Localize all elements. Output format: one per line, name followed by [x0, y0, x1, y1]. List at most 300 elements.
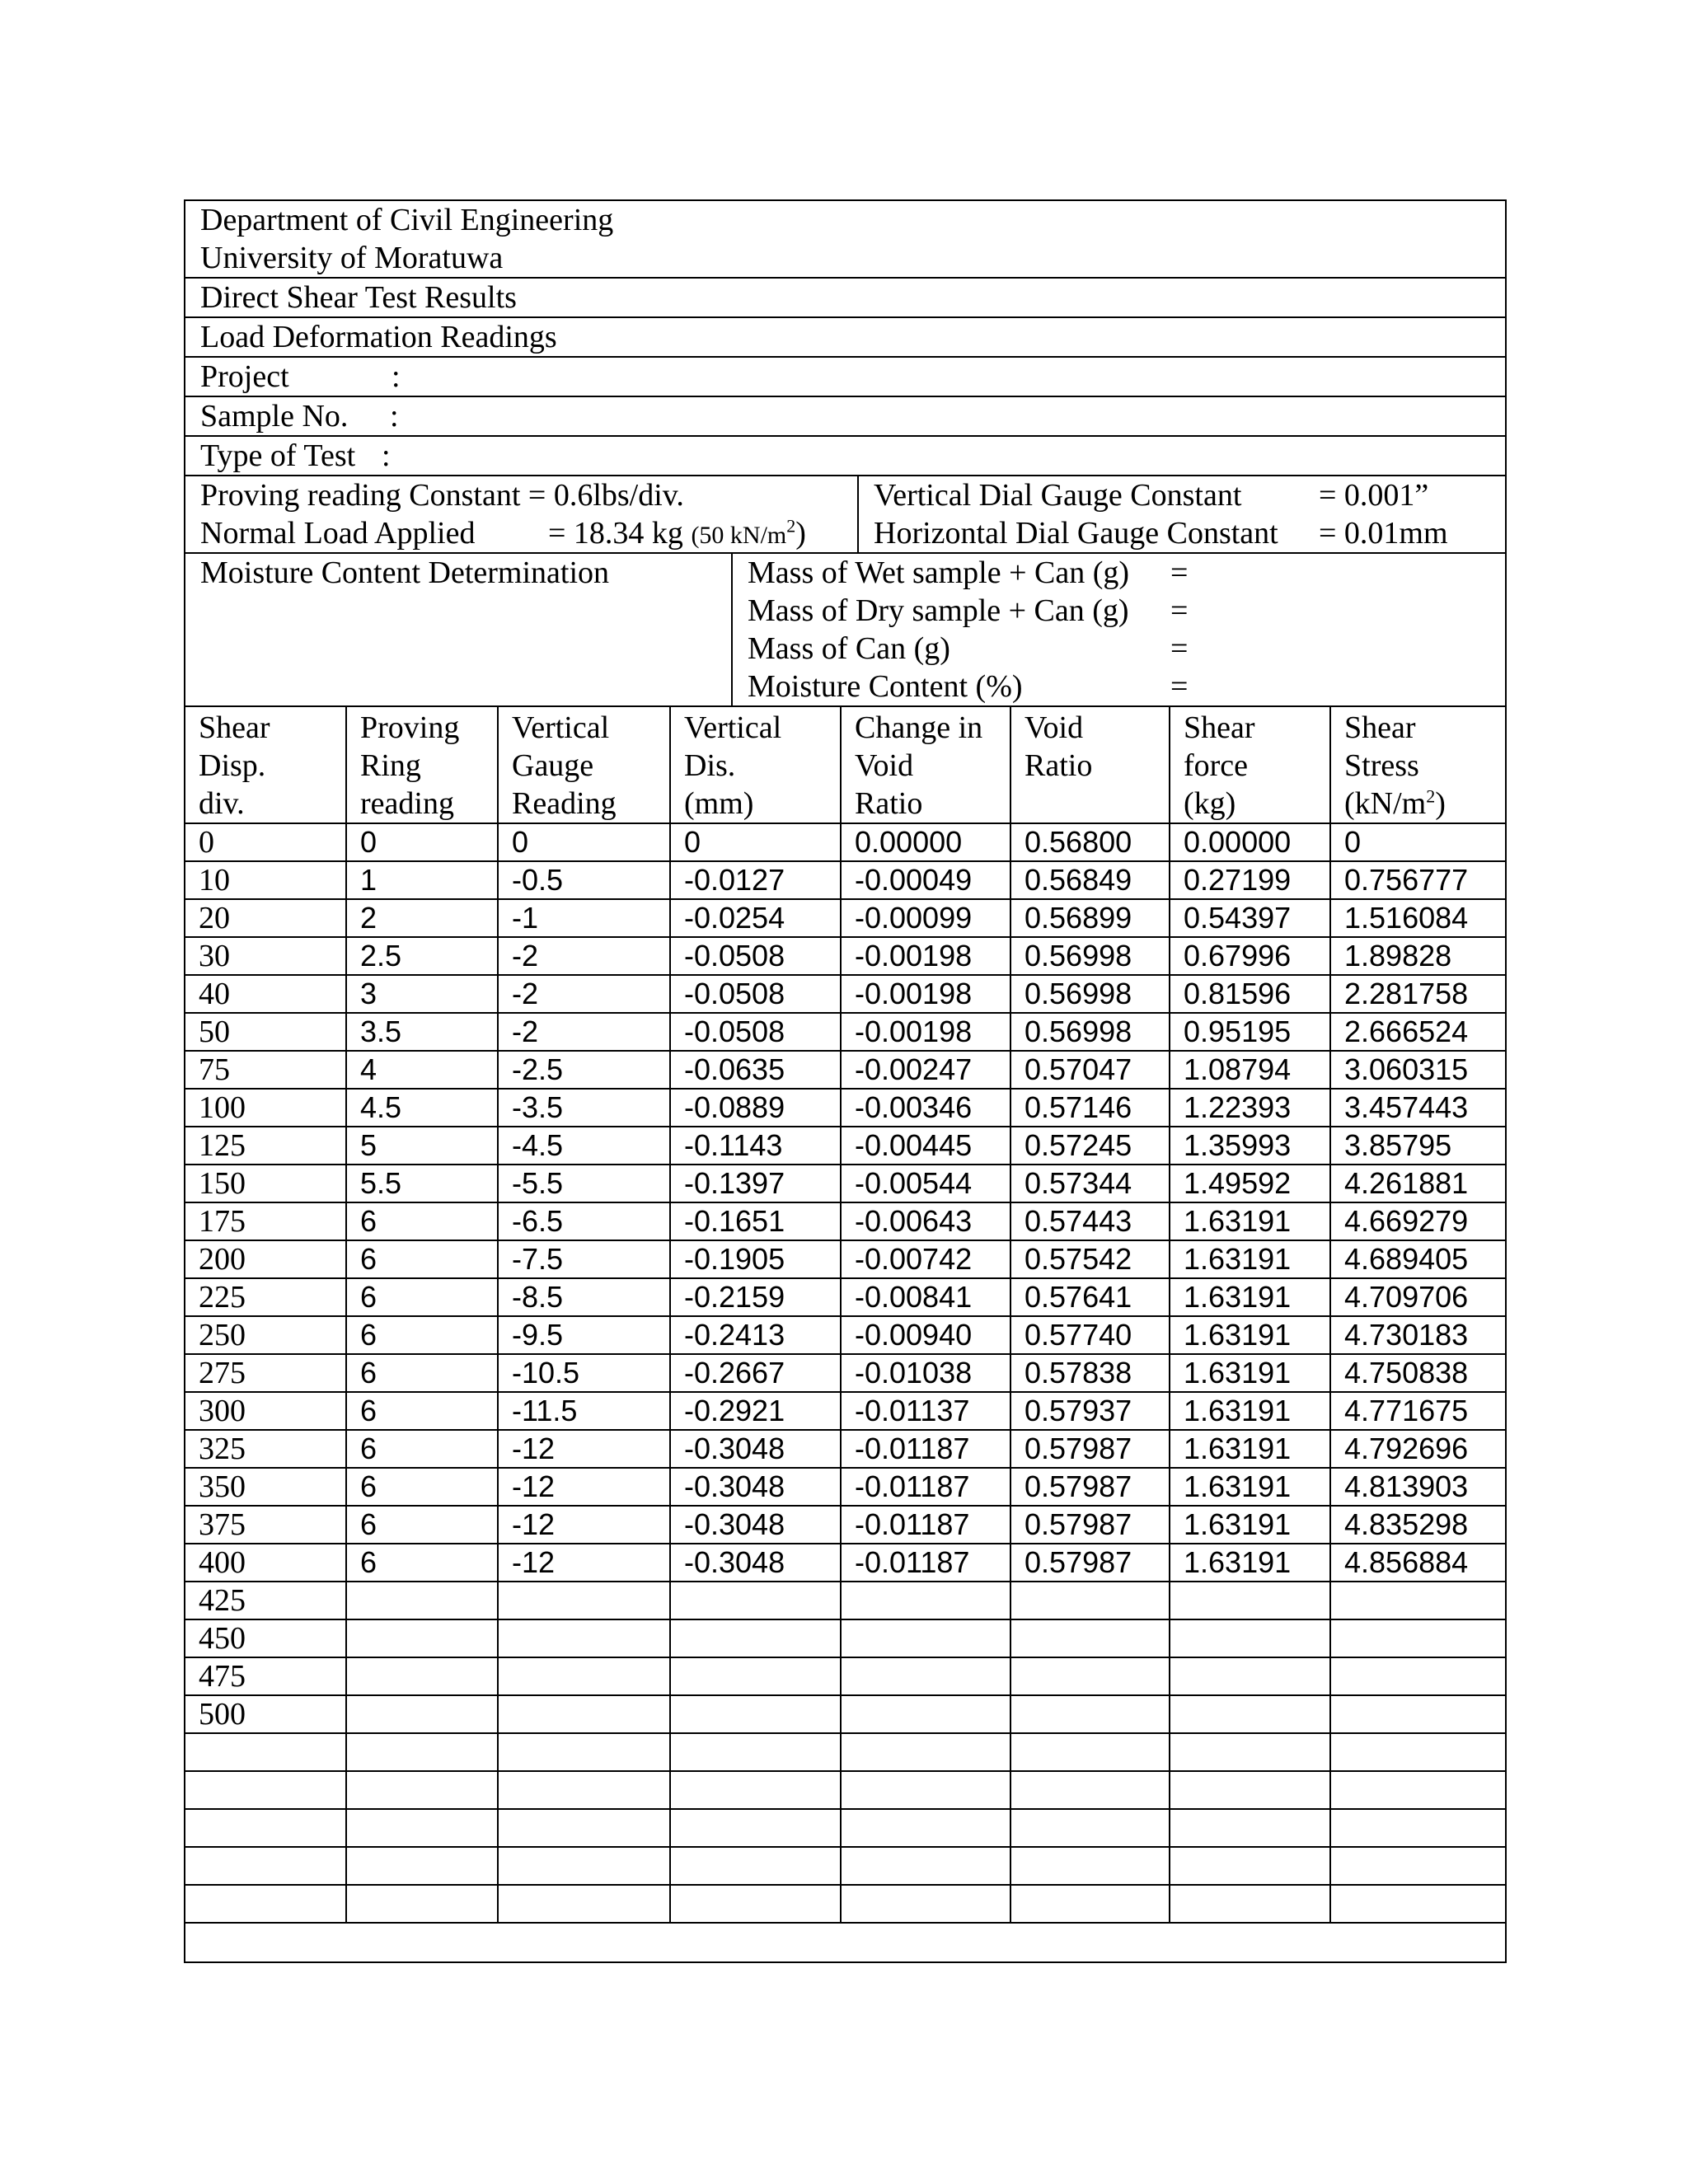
table-cell: -0.00742	[841, 1240, 1010, 1278]
table-cell: -9.5	[498, 1316, 670, 1354]
col-vertical-gauge: Vertical Gauge Reading	[498, 705, 670, 823]
table-cell: 0.57740	[1010, 1316, 1170, 1354]
table-cell: 150	[185, 1165, 346, 1202]
table-cell: 0.57987	[1010, 1468, 1170, 1506]
table-cell: -12	[498, 1468, 670, 1506]
table-cell: -0.01187	[841, 1544, 1010, 1582]
table-cell	[185, 1733, 346, 1771]
table-cell	[498, 1582, 670, 1619]
table-cell: 250	[185, 1316, 346, 1354]
table-cell	[841, 1885, 1010, 1923]
table-cell: 450	[185, 1619, 346, 1657]
table-cell: 1.89828	[1330, 937, 1505, 975]
header-subtitle-row	[185, 318, 1505, 358]
table-cell: -12	[498, 1430, 670, 1468]
vertical-gauge-label: Vertical Dial Gauge Constant	[874, 478, 1242, 513]
table-cell: -0.00247	[841, 1051, 1010, 1089]
sheet-title: Direct Shear Test Results	[200, 280, 517, 315]
table-cell: -7.5	[498, 1240, 670, 1278]
table-cell: -4.5	[498, 1127, 670, 1165]
table-row	[185, 1544, 1505, 1582]
col-vertical-dis: Vertical Dis. (mm)	[670, 705, 841, 823]
table-cell	[1170, 1771, 1330, 1809]
table-row	[185, 1316, 1505, 1354]
table-cell: 0.27199	[1170, 861, 1330, 899]
table-cell: 0	[1330, 823, 1505, 861]
table-cell: -0.00198	[841, 975, 1010, 1013]
table-cell: -0.00544	[841, 1165, 1010, 1202]
table-row	[185, 1885, 1505, 1923]
table-cell: 4.689405	[1330, 1240, 1505, 1278]
table-cell: -0.2413	[670, 1316, 841, 1354]
table-row	[185, 1733, 1505, 1771]
table-cell: 1.63191	[1170, 1506, 1330, 1544]
table-cell: 0.57641	[1010, 1278, 1170, 1316]
table-cell: 6	[346, 1354, 498, 1392]
table-cell	[1170, 1847, 1330, 1885]
table-row	[185, 1619, 1505, 1657]
table-cell: -8.5	[498, 1278, 670, 1316]
table-cell	[841, 1695, 1010, 1733]
table-cell	[670, 1847, 841, 1885]
table-cell	[498, 1733, 670, 1771]
table-row	[185, 1771, 1505, 1809]
table-cell	[670, 1809, 841, 1847]
table-cell: -0.01187	[841, 1468, 1010, 1506]
table-cell: -0.00099	[841, 899, 1010, 937]
table-cell: 0.57987	[1010, 1430, 1170, 1468]
table-row	[185, 1468, 1505, 1506]
table-cell	[1170, 1695, 1330, 1733]
table-cell: 3.85795	[1330, 1127, 1505, 1165]
table-cell: -0.2667	[670, 1354, 841, 1392]
table-cell: 4.730183	[1330, 1316, 1505, 1354]
table-cell: -0.3048	[670, 1506, 841, 1544]
table-cell	[1010, 1619, 1170, 1657]
table-cell: 275	[185, 1354, 346, 1392]
table-cell: 4.813903	[1330, 1468, 1505, 1506]
table-cell: -0.1905	[670, 1240, 841, 1278]
table-cell: 1.516084	[1330, 899, 1505, 937]
table-cell: -5.5	[498, 1165, 670, 1202]
table-row	[185, 861, 1505, 899]
table-cell: -0.3048	[670, 1544, 841, 1582]
table-cell	[498, 1695, 670, 1733]
table-cell: -0.3048	[670, 1430, 841, 1468]
wet-mass-eq: =	[1170, 555, 1189, 590]
table-cell: 400	[185, 1544, 346, 1582]
table-cell	[670, 1885, 841, 1923]
table-cell: -0.0889	[670, 1089, 841, 1127]
university-name: University of Moratuwa	[200, 241, 504, 275]
table-cell: 300	[185, 1392, 346, 1430]
table-cell	[670, 1771, 841, 1809]
table-row	[185, 1582, 1505, 1619]
table-row	[185, 1657, 1505, 1695]
table-cell: 40	[185, 975, 346, 1013]
readings-table	[185, 705, 1505, 1924]
table-cell	[185, 1885, 346, 1923]
table-cell	[185, 1847, 346, 1885]
table-cell	[346, 1847, 498, 1885]
table-cell	[1170, 1885, 1330, 1923]
table-cell: 0.56998	[1010, 1013, 1170, 1051]
table-row	[185, 1695, 1505, 1733]
table-cell: 1.63191	[1170, 1354, 1330, 1392]
table-cell	[346, 1582, 498, 1619]
table-cell	[1170, 1733, 1330, 1771]
table-cell: 30	[185, 937, 346, 975]
table-cell: 0	[498, 823, 670, 861]
table-cell: 2.281758	[1330, 975, 1505, 1013]
sample-row	[185, 397, 1505, 437]
table-cell: 0.756777	[1330, 861, 1505, 899]
table-cell: -0.1397	[670, 1165, 841, 1202]
table-cell: -0.3048	[670, 1468, 841, 1506]
table-cell: 425	[185, 1582, 346, 1619]
table-cell	[498, 1809, 670, 1847]
table-cell: 1.63191	[1170, 1468, 1330, 1506]
header-title-row	[185, 279, 1505, 318]
table-cell: 1.63191	[1170, 1278, 1330, 1316]
table-cell	[346, 1733, 498, 1771]
table-cell: -6.5	[498, 1202, 670, 1240]
table-cell	[1170, 1657, 1330, 1695]
table-cell: 0.56800	[1010, 823, 1170, 861]
table-cell: -0.1651	[670, 1202, 841, 1240]
table-cell: 6	[346, 1430, 498, 1468]
table-cell	[670, 1582, 841, 1619]
horizontal-gauge-value: = 0.01mm	[1319, 516, 1448, 551]
table-cell: -2	[498, 975, 670, 1013]
table-cell: 1.49592	[1170, 1165, 1330, 1202]
table-row	[185, 1127, 1505, 1165]
table-cell: 6	[346, 1506, 498, 1544]
table-cell: 0.57245	[1010, 1127, 1170, 1165]
table-cell	[670, 1619, 841, 1657]
table-cell: 1.63191	[1170, 1544, 1330, 1582]
table-cell: 1	[346, 861, 498, 899]
col-void-ratio: Void Ratio	[1010, 705, 1170, 823]
table-cell: 5	[346, 1127, 498, 1165]
table-cell	[346, 1619, 498, 1657]
table-cell: 2.666524	[1330, 1013, 1505, 1051]
table-cell: -2	[498, 1013, 670, 1051]
table-cell: 6	[346, 1278, 498, 1316]
table-cell	[1330, 1771, 1505, 1809]
moisture-block	[185, 554, 1505, 707]
table-cell: 0.56899	[1010, 899, 1170, 937]
table-cell: 0.56998	[1010, 937, 1170, 975]
can-mass-eq: =	[1170, 631, 1189, 666]
table-cell: -0.01187	[841, 1430, 1010, 1468]
constants-row	[185, 476, 1505, 554]
table-cell	[498, 1847, 670, 1885]
table-cell: 0.57344	[1010, 1165, 1170, 1202]
table-row	[185, 1506, 1505, 1544]
table-cell: 0.56849	[1010, 861, 1170, 899]
table-cell: -0.00198	[841, 937, 1010, 975]
table-cell: -0.01038	[841, 1354, 1010, 1392]
table-cell: 6	[346, 1240, 498, 1278]
test-type-row	[185, 437, 1505, 476]
table-cell: 10	[185, 861, 346, 899]
table-cell: 4.792696	[1330, 1430, 1505, 1468]
moisture-content-label: Moisture Content (%)	[748, 669, 1023, 704]
table-cell: -0.0635	[670, 1051, 841, 1089]
table-cell: 4	[346, 1051, 498, 1089]
table-cell: -0.00445	[841, 1127, 1010, 1165]
table-cell: 0	[346, 823, 498, 861]
table-row	[185, 1165, 1505, 1202]
table-cell	[670, 1657, 841, 1695]
normal-load-label: Normal Load Applied	[200, 516, 476, 551]
table-cell	[1010, 1733, 1170, 1771]
table-cell: -0.0508	[670, 975, 841, 1013]
table-cell: -12	[498, 1544, 670, 1582]
table-cell	[1330, 1809, 1505, 1847]
table-cell	[498, 1771, 670, 1809]
table-cell: 1.22393	[1170, 1089, 1330, 1127]
table-cell	[498, 1619, 670, 1657]
table-cell: 0.57047	[1010, 1051, 1170, 1089]
table-cell: 3.5	[346, 1013, 498, 1051]
table-cell: -0.0127	[670, 861, 841, 899]
table-row	[185, 937, 1505, 975]
table-cell: 0.56998	[1010, 975, 1170, 1013]
table-cell	[1330, 1582, 1505, 1619]
table-cell	[1010, 1771, 1170, 1809]
data-sheet	[184, 199, 1507, 1963]
moisture-heading: Moisture Content Determination	[200, 555, 610, 590]
proving-constant: Proving reading Constant = 0.6lbs/div.	[200, 478, 684, 513]
table-row	[185, 1240, 1505, 1278]
table-cell	[346, 1885, 498, 1923]
col-shear-disp: Shear Disp. div.	[185, 705, 346, 823]
table-row	[185, 1430, 1505, 1468]
table-cell: 20	[185, 899, 346, 937]
table-cell: -0.01137	[841, 1392, 1010, 1430]
table-cell: 6	[346, 1202, 498, 1240]
table-cell	[1330, 1885, 1505, 1923]
table-cell: -0.01187	[841, 1506, 1010, 1544]
table-cell: 325	[185, 1430, 346, 1468]
can-mass-label: Mass of Can (g)	[748, 631, 950, 666]
table-cell: 4.750838	[1330, 1354, 1505, 1392]
table-cell: 0.67996	[1170, 937, 1330, 975]
table-cell: 500	[185, 1695, 346, 1733]
table-cell: 0.81596	[1170, 975, 1330, 1013]
table-cell: -0.00841	[841, 1278, 1010, 1316]
table-cell	[841, 1733, 1010, 1771]
table-cell: 175	[185, 1202, 346, 1240]
table-cell: -2	[498, 937, 670, 975]
moisture-divider	[731, 554, 733, 705]
table-cell: -0.1143	[670, 1127, 841, 1165]
table-cell	[841, 1847, 1010, 1885]
normal-load-value: = 18.34 kg (50 $kN/m^2$)	[548, 515, 806, 551]
sample-label: Sample No.	[200, 399, 349, 434]
table-cell	[1010, 1695, 1170, 1733]
table-cell: 0.57838	[1010, 1354, 1170, 1392]
table-cell: 3	[346, 975, 498, 1013]
department-name: Department of Civil Engineering	[200, 203, 614, 237]
table-cell: 0.54397	[1170, 899, 1330, 937]
table-row	[185, 975, 1505, 1013]
table-cell: -12	[498, 1506, 670, 1544]
table-cell: 125	[185, 1127, 346, 1165]
header-institution	[185, 201, 1505, 279]
sheet-subtitle: Load Deformation Readings	[200, 320, 557, 354]
table-cell: 50	[185, 1013, 346, 1051]
table-cell: 6	[346, 1316, 498, 1354]
table-cell: 0.57146	[1010, 1089, 1170, 1127]
table-row	[185, 1809, 1505, 1847]
table-cell: 4.261881	[1330, 1165, 1505, 1202]
table-cell: -0.00346	[841, 1089, 1010, 1127]
table-cell: 0.00000	[1170, 823, 1330, 861]
table-cell: 0.57443	[1010, 1202, 1170, 1240]
table-cell: -0.5	[498, 861, 670, 899]
table-cell: 225	[185, 1278, 346, 1316]
project-row	[185, 358, 1505, 397]
table-cell	[841, 1619, 1010, 1657]
table-row	[185, 1202, 1505, 1240]
table-cell: 1.63191	[1170, 1240, 1330, 1278]
table-cell: -0.2921	[670, 1392, 841, 1430]
table-cell: 6	[346, 1468, 498, 1506]
test-type-colon: :	[382, 438, 391, 473]
constants-divider	[857, 476, 859, 552]
wet-mass-label: Mass of Wet sample + Can (g)	[748, 555, 1130, 590]
table-row	[185, 899, 1505, 937]
table-cell: 0.57937	[1010, 1392, 1170, 1430]
table-cell: 1.63191	[1170, 1202, 1330, 1240]
table-cell	[1330, 1657, 1505, 1695]
table-row	[185, 1051, 1505, 1089]
table-cell: 200	[185, 1240, 346, 1278]
table-cell: 1.08794	[1170, 1051, 1330, 1089]
table-cell	[841, 1657, 1010, 1695]
table-cell: -10.5	[498, 1354, 670, 1392]
dry-mass-eq: =	[1170, 593, 1189, 628]
table-cell: 75	[185, 1051, 346, 1089]
table-row	[185, 1847, 1505, 1885]
table-row	[185, 1089, 1505, 1127]
table-row	[185, 1278, 1505, 1316]
table-cell: 2	[346, 899, 498, 937]
table-cell	[346, 1657, 498, 1695]
col-shear-force: Shear force (kg)	[1170, 705, 1330, 823]
table-cell: -0.2159	[670, 1278, 841, 1316]
table-row	[185, 823, 1505, 861]
table-cell	[670, 1695, 841, 1733]
table-cell: -1	[498, 899, 670, 937]
table-cell: 1.63191	[1170, 1392, 1330, 1430]
table-cell	[1330, 1619, 1505, 1657]
table-cell: -0.00940	[841, 1316, 1010, 1354]
table-cell	[1170, 1582, 1330, 1619]
table-cell: 5.5	[346, 1165, 498, 1202]
table-row	[185, 1013, 1505, 1051]
table-cell: 350	[185, 1468, 346, 1506]
moisture-content-eq: =	[1170, 669, 1189, 704]
table-cell	[498, 1657, 670, 1695]
table-cell	[1010, 1847, 1170, 1885]
test-type-label: Type of Test	[200, 438, 356, 473]
table-cell: 4.669279	[1330, 1202, 1505, 1240]
table-cell: 4.856884	[1330, 1544, 1505, 1582]
col-change-void: Change in Void Ratio	[841, 705, 1010, 823]
table-cell: -0.0254	[670, 899, 841, 937]
table-cell: -0.00049	[841, 861, 1010, 899]
table-cell: 4.771675	[1330, 1392, 1505, 1430]
table-cell: 100	[185, 1089, 346, 1127]
table-cell: 3.060315	[1330, 1051, 1505, 1089]
table-cell: -11.5	[498, 1392, 670, 1430]
table-cell	[841, 1771, 1010, 1809]
table-cell	[1330, 1695, 1505, 1733]
table-cell: 375	[185, 1506, 346, 1544]
table-cell: 3.457443	[1330, 1089, 1505, 1127]
table-cell	[1170, 1619, 1330, 1657]
table-cell: -0.00198	[841, 1013, 1010, 1051]
table-cell: 0.57987	[1010, 1506, 1170, 1544]
table-cell: 1.63191	[1170, 1430, 1330, 1468]
table-cell	[1010, 1657, 1170, 1695]
table-cell	[1330, 1733, 1505, 1771]
project-label: Project	[200, 359, 289, 394]
col-proving-ring: Proving Ring reading	[346, 705, 498, 823]
table-cell: -0.0508	[670, 937, 841, 975]
table-cell: 4.709706	[1330, 1278, 1505, 1316]
project-colon: :	[392, 359, 401, 394]
horizontal-gauge-label: Horizontal Dial Gauge Constant	[874, 516, 1278, 551]
table-cell: -2.5	[498, 1051, 670, 1089]
table-cell	[841, 1809, 1010, 1847]
table-cell	[1330, 1847, 1505, 1885]
table-cell: 0	[185, 823, 346, 861]
table-cell	[346, 1771, 498, 1809]
table-cell: 1.35993	[1170, 1127, 1330, 1165]
table-cell: 1.63191	[1170, 1316, 1330, 1354]
table-cell: 2.5	[346, 937, 498, 975]
table-cell: 0.57987	[1010, 1544, 1170, 1582]
table-cell	[185, 1809, 346, 1847]
table-cell	[346, 1809, 498, 1847]
sample-colon: :	[390, 399, 399, 434]
table-cell: 6	[346, 1544, 498, 1582]
table-header	[185, 705, 1505, 823]
table-cell: -0.0508	[670, 1013, 841, 1051]
table-row	[185, 1392, 1505, 1430]
table-cell	[185, 1771, 346, 1809]
table-cell: 0.57542	[1010, 1240, 1170, 1278]
vertical-gauge-value: = 0.001”	[1319, 478, 1429, 513]
table-cell: 0.95195	[1170, 1013, 1330, 1051]
table-cell: 0.00000	[841, 823, 1010, 861]
table-cell: 4.5	[346, 1089, 498, 1127]
table-cell	[1010, 1885, 1170, 1923]
table-cell: -3.5	[498, 1089, 670, 1127]
table-cell: -0.00643	[841, 1202, 1010, 1240]
table-row	[185, 1354, 1505, 1392]
col-shear-stress: Shear Stress $(kN/m^2)$	[1330, 705, 1505, 823]
table-cell: 6	[346, 1392, 498, 1430]
table-cell: 0	[670, 823, 841, 861]
dry-mass-label: Mass of Dry sample + Can (g)	[748, 593, 1129, 628]
table-cell	[1010, 1809, 1170, 1847]
